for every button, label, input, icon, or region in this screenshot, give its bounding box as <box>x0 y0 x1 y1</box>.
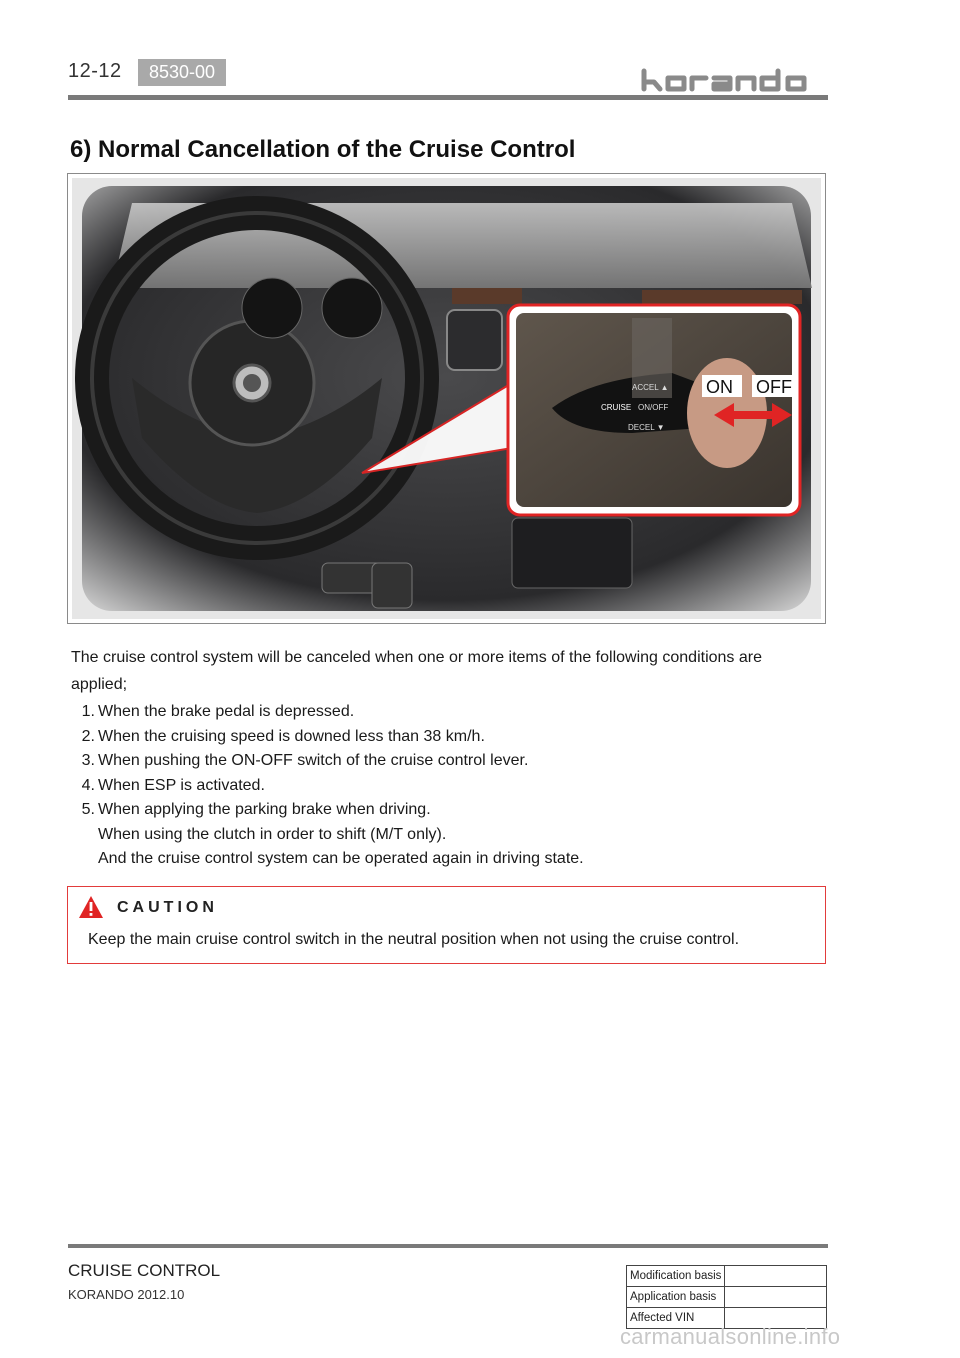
intro-paragraph: The cruise control system will be canceled when one or more items of the following conditions are applied; <box>71 649 762 693</box>
list-item-number: 5. <box>81 801 95 818</box>
callout-off-label: OFF <box>756 377 792 397</box>
list-item <box>70 700 810 725</box>
caution-label: CAUTION <box>117 899 218 916</box>
dashboard-figure <box>67 173 826 624</box>
table-cell-value <box>725 1266 827 1287</box>
lever-label-accel: ACCEL ▲ <box>632 383 669 392</box>
list-item-number: 3. <box>81 752 95 769</box>
list-item <box>70 798 810 823</box>
list-note <box>70 847 810 872</box>
lever-label-decel: DECEL ▼ <box>628 423 665 432</box>
list-item-text: When ESP is activated. <box>98 776 265 794</box>
list-note <box>70 823 810 848</box>
table-cell-label: Affected VIN <box>627 1308 725 1329</box>
callout-on-label: ON <box>706 377 733 397</box>
table-cell-label: Application basis <box>627 1287 725 1308</box>
list-item <box>70 774 810 799</box>
table-cell-value <box>725 1287 827 1308</box>
list-note-text: When using the clutch in order to shift (M/T only). <box>98 825 447 843</box>
conditions-list <box>70 700 810 872</box>
page-title: 6) Normal Cancellation of the Cruise Control <box>70 136 576 163</box>
list-item <box>70 749 810 774</box>
revision-table <box>626 1265 827 1329</box>
lever-label-cruise: CRUISE <box>601 403 632 412</box>
list-item-text: When the brake pedal is depressed. <box>98 703 355 720</box>
header-rule <box>68 95 828 100</box>
list-item-number: 4. <box>81 776 95 794</box>
list-item-text: When pushing the ON-OFF switch of the cruise control lever. <box>98 752 529 769</box>
korando-logo <box>640 68 828 92</box>
warning-triangle-icon <box>78 895 104 919</box>
list-item-text: When applying the parking brake when driving. <box>98 801 431 818</box>
footer-section-title: CRUISE CONTROL <box>68 1261 221 1280</box>
footer-rule <box>68 1244 828 1248</box>
footer-model: KORANDO 2012.10 <box>68 1287 185 1302</box>
table-cell-label: Modification basis <box>627 1266 725 1287</box>
watermark: carmanualsonline.info <box>620 1324 841 1349</box>
list-note-text: And the cruise control system can be operated again in driving state. <box>98 850 584 867</box>
section-code-badge: 8530-00 <box>138 59 226 86</box>
caution-text: Keep the main cruise control switch in the neutral position when not using the cruise control. <box>88 931 740 948</box>
list-item-text: When the cruising speed is downed less than 38 km/h. <box>98 727 485 745</box>
table-row <box>627 1266 827 1287</box>
caution-box <box>67 886 826 964</box>
list-item-number: 1. <box>81 703 95 720</box>
page-number: 12-12 <box>68 60 122 82</box>
table-row <box>627 1287 827 1308</box>
dashboard-illustration <box>72 178 821 619</box>
list-item <box>70 725 810 750</box>
list-item-number: 2. <box>81 727 95 745</box>
lever-label-onoff: ON/OFF <box>638 403 669 412</box>
